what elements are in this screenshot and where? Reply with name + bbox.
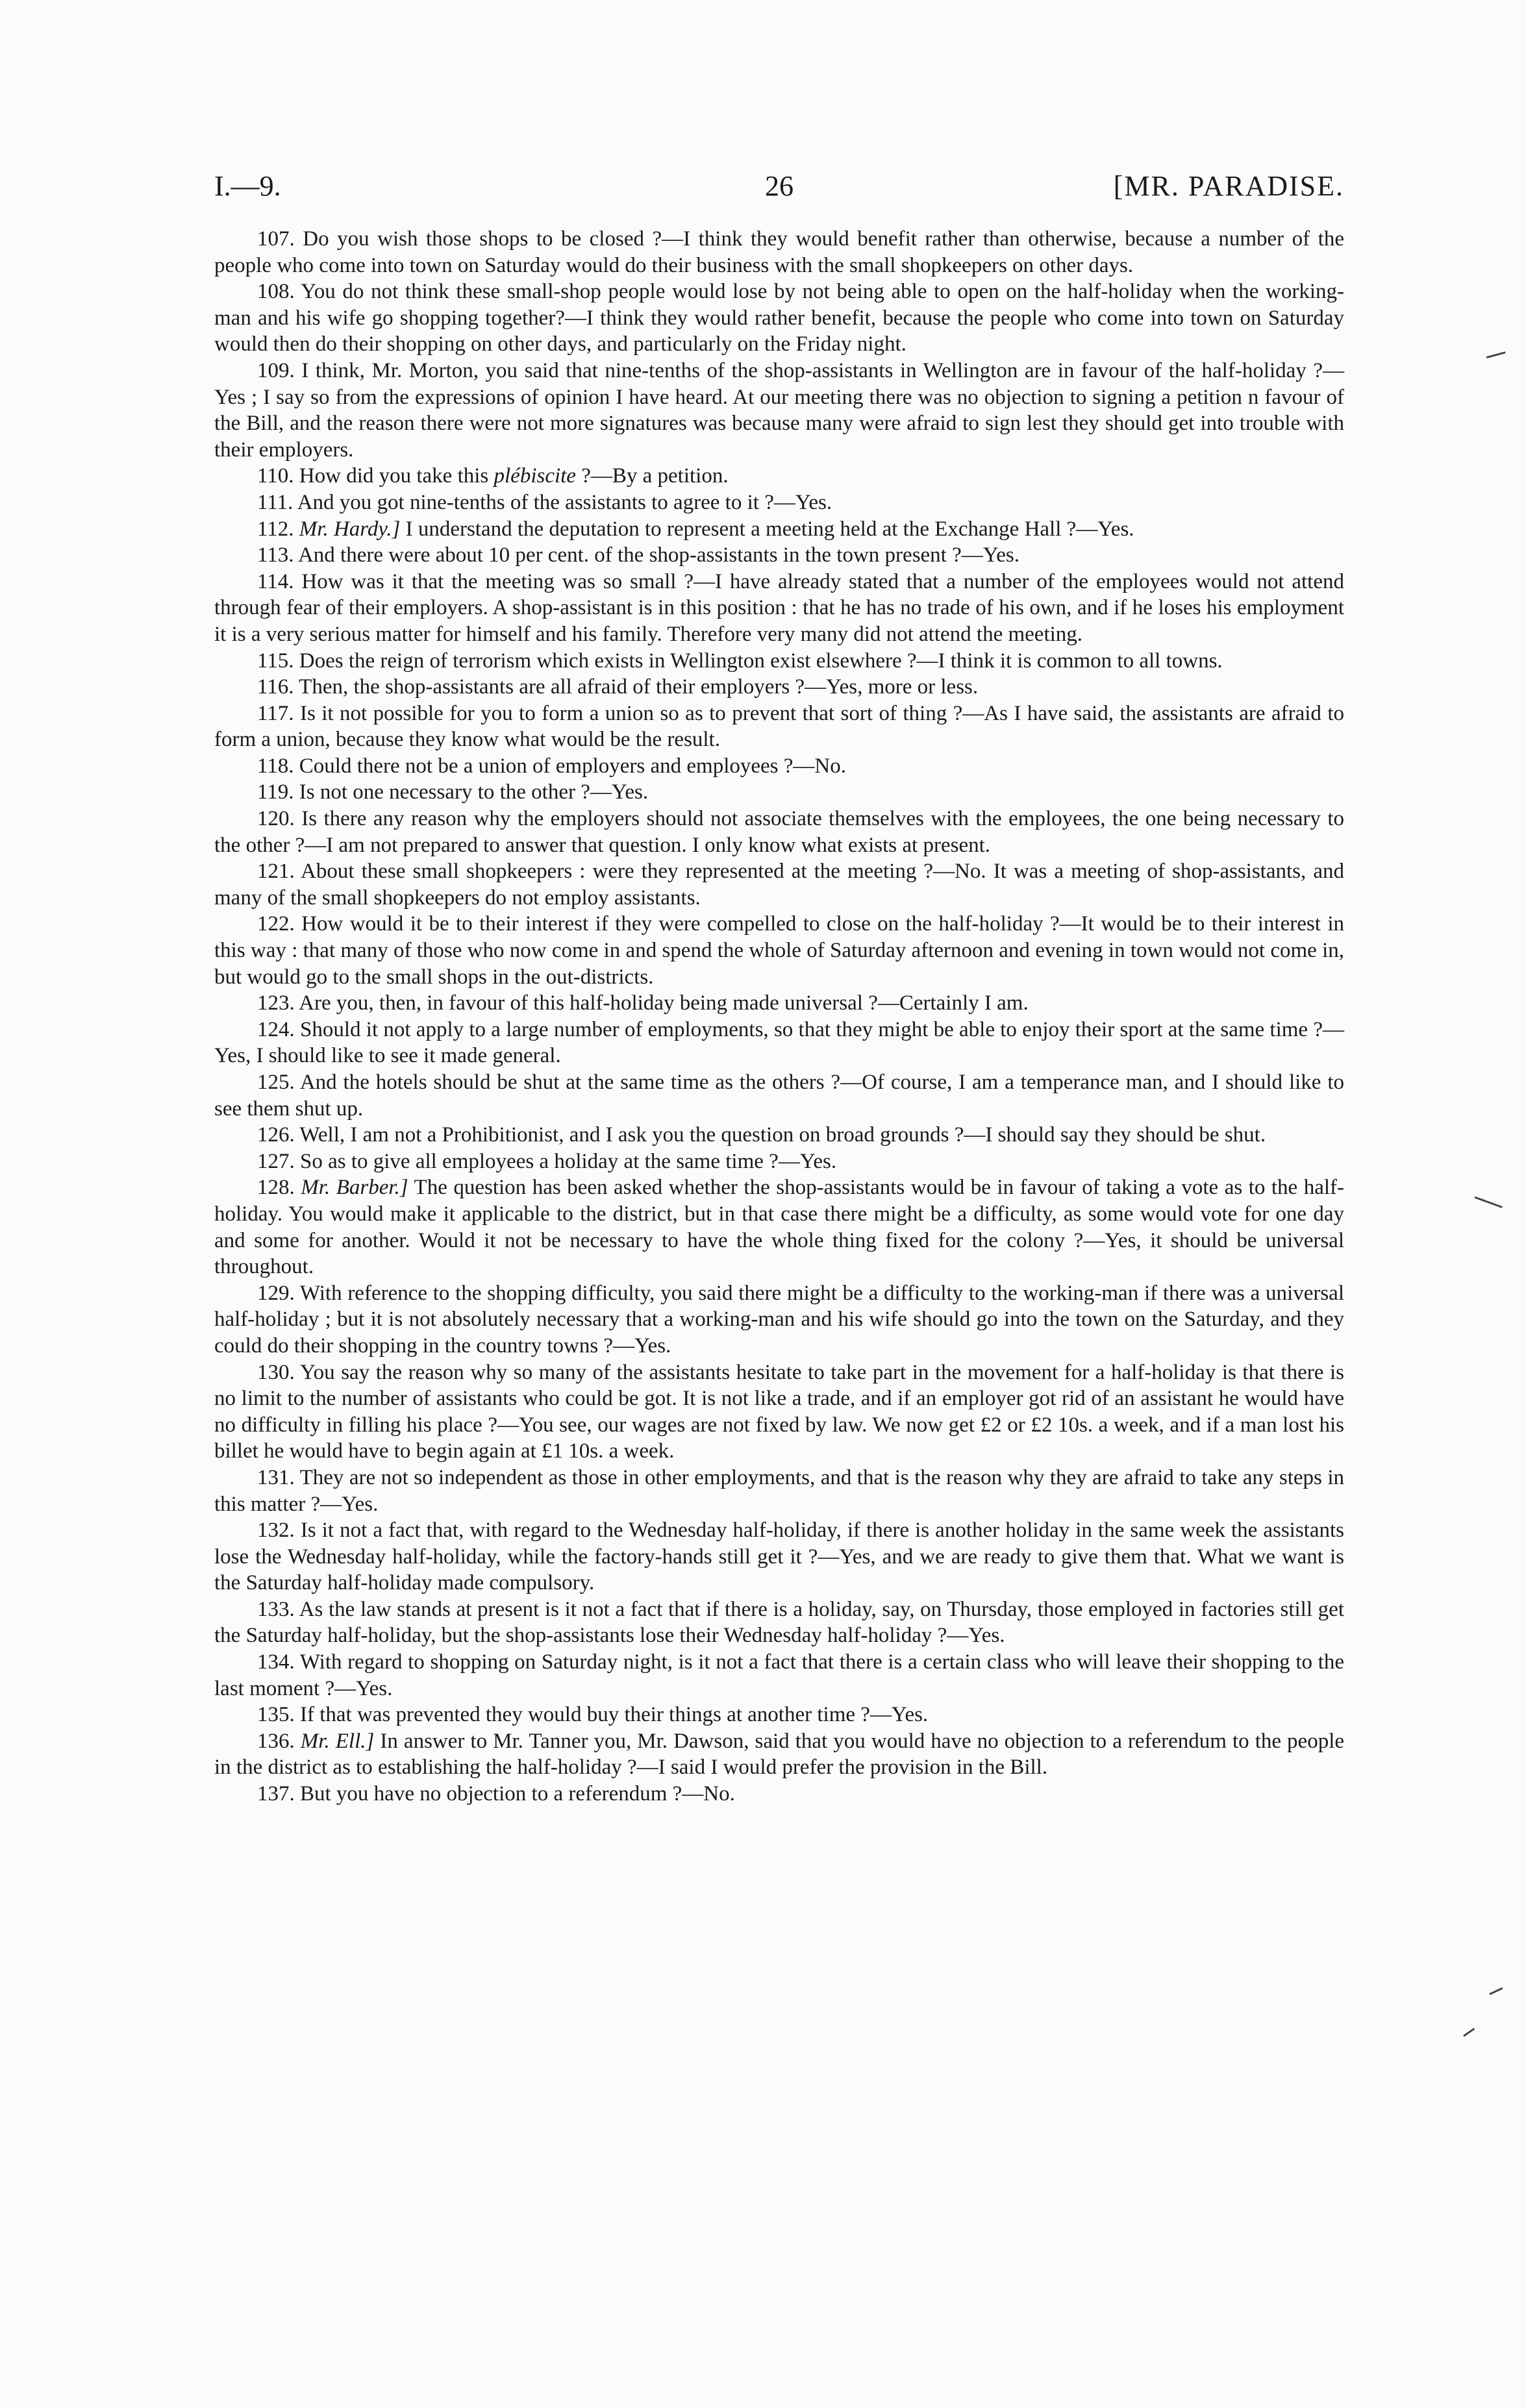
margin-mark [1486, 351, 1507, 364]
witness-name: [MR. PARADISE. [1113, 170, 1344, 202]
qa-paragraph: 113. And there were about 10 per cent. of the shop-assistants in the town present ?—Yes. [257, 543, 1020, 567]
qa-paragraph: 132. Is it not a fact that, with regard to the Wednesday half-holiday, if there is another holiday in the same week the assistants lose the Wednesday half-holiday, while the factory-hands still get it ?—Yes, and we are ready to give them that. What we want is the Saturday half-holiday made compulsory. [214, 1519, 1344, 1595]
qa-paragraph [214, 1174, 1344, 1280]
question-number: 128. [257, 1176, 295, 1200]
qa-paragraph [214, 516, 1344, 543]
document-reference: I.—9. [214, 170, 281, 202]
question-number: 136. [257, 1729, 295, 1753]
margin-mark [1463, 2028, 1479, 2042]
paragraph-text: I understand the deputation to represent a meeting held at the Exchange Hall ?—Yes. [405, 517, 1134, 541]
paragraph-text: In answer to Mr. Tanner you, Mr. Dawson, said that you would have no objection to a referendum to the people in the district as to establishing the half-holiday ?—I said I would prefer the provision in the Bill. [214, 1729, 1345, 1780]
margin-mark [1472, 1197, 1503, 1215]
qa-paragraph: 126. Well, I am not a Prohibitionist, and I ask you the question on broad grounds ?—I should say they should be shut. [257, 1123, 1266, 1147]
qa-paragraph: 134. With regard to shopping on Saturday night, is it not a fact that there is a certain class who will leave their shopping to the last moment ?—Yes. [214, 1650, 1344, 1700]
qa-paragraph: 107. Do you wish those shops to be closed ?—I think they would benefit rather than otherwise, because a number of the people who come into town on Saturday would do their business with the small shopkeepers on other days. [214, 227, 1344, 277]
margin-mark [1489, 1987, 1505, 2001]
qa-paragraph [214, 1728, 1344, 1781]
qa-paragraph: 108. You do not think these small-shop people would lose by not being able to open on the half-holiday when the working-man and his wife go shopping together?—I think they would rather benefit, because the people who come into town on Saturday would then do their shopping on other days, and particularly on the Friday night. [214, 280, 1344, 356]
speaker-name: Mr. Ell.] [300, 1729, 375, 1753]
qa-paragraph: 123. Are you, then, in favour of this half-holiday being made universal ?—Certainly I am. [257, 991, 1029, 1015]
body-text [214, 226, 1344, 1807]
qa-paragraph: 124. Should it not apply to a large number of employments, so that they might be able to enjoy their sport at the same time ?—Yes, I should like to see it made general. [214, 1017, 1344, 1068]
qa-paragraph: 118. Could there not be a union of employers and employees ?—No. [257, 754, 846, 778]
qa-paragraph: 129. With reference to the shopping difficulty, you said there might be a difficulty to the working-man if there was a universal half-holiday ; but it is not absolutely necessary that a working-man and his wife should go into the town on the Saturday, and they could do their shopping in the country towns ?—Yes. [214, 1281, 1344, 1358]
qa-paragraph: 114. How was it that the meeting was so small ?—I have already stated that a number of the employees would not attend through fear of their employers. A shop-assistant is in this position : that he has no trade of his own, and if he loses his employment it is a very serious matter for himself and his family. Therefore very many did not attend the meeting. [214, 569, 1344, 646]
qa-paragraph: 133. As the law stands at present is it not a fact that if there is a holiday, say, on Thursday, those employed in factories still get the Saturday half-holiday, but the shop-assistants lose their Wednesday half-holiday ?—Yes. [214, 1597, 1344, 1648]
page-number: 26 [765, 170, 794, 202]
question-number: 112. [257, 517, 294, 541]
speaker-name: Mr. Hardy.] [299, 517, 401, 541]
qa-paragraph: 121. About these small shopkeepers : were they represented at the meeting ?—No. It was a meeting of shop-assistants, and many of the small shopkeepers do not employ assistants. [214, 860, 1344, 910]
qa-paragraph: 125. And the hotels should be shut at the same time as the others ?—Of course, I am a temperance man, and I should like to see them shut up. [214, 1071, 1344, 1121]
qa-paragraph: 115. Does the reign of terrorism which exists in Wellington exist elsewhere ?—I think it is common to all towns. [257, 649, 1223, 673]
paragraph-text: The question has been asked whether the shop-assistants would be in favour of taking a vote as to the half-holiday. You would make it applicable to the district, but in that case there might be a difficulty, as some would vote for one day and some for another. Would it not be necessary to have the whole thing fixed for the colony ?—Yes, it should be universal throughout. [214, 1176, 1345, 1279]
qa-paragraph: 109. I think, Mr. Morton, you said that nine-tenths of the shop-assistants in Wellington are in favour of the half-holiday ?—Yes ; I say so from the expressions of opinion I have heard. At our meeting there was no objection to signing a petition n favour of the Bill, and the reason there were not more signatures was because many were afraid to sign lest they should get into trouble with their employers. [214, 358, 1344, 462]
qa-paragraph: 116. Then, the shop-assistants are all afraid of their employers ?—Yes, more or less. [257, 675, 979, 699]
qa-paragraph: 119. Is not one necessary to the other ?—Yes. [257, 780, 649, 804]
qa-paragraph: 130. You say the reason why so many of the assistants hesitate to take part in the movement for a half-holiday is that there is no limit to the number of assistants who could be got. It is not like a trade, and if an employer got rid of an assistant he would have no difficulty in filling his place ?—You see, our wages are not fixed by law. We now get £2 or £2 10s. a week, and if a man lost his billet he would have to begin again at £1 10s. a week. [214, 1360, 1344, 1463]
qa-paragraph: 111. And you got nine-tenths of the assistants to agree to it ?—Yes. [257, 490, 832, 514]
qa-paragraph: 120. Is there any reason why the employers should not associate themselves with the employees, the one being necessary to the other ?—I am not prepared to answer that question. I only know what exists at present. [214, 807, 1344, 857]
qa-paragraph: 131. They are not so independent as those in other employments, and that is the reason why they are afraid to take any steps in this matter ?—Yes. [214, 1465, 1344, 1516]
qa-paragraph: 135. If that was prevented they would buy their things at another time ?—Yes. [257, 1703, 929, 1727]
qa-paragraph: 122. How would it be to their interest if they were compelled to close on the half-holiday ?—It would be to their interest in this way : that many of those who now come in and spend the whole of Saturday afternoon and evening in town would not come in, but would go to the small shops in the out-districts. [214, 912, 1344, 989]
speaker-name: Mr. Barber.] [301, 1176, 408, 1200]
qa-paragraph: 137. But you have no objection to a referendum ?—No. [257, 1782, 735, 1806]
qa-paragraph: 110. How did you take this plébiscite ?—By a petition. [257, 464, 729, 488]
qa-paragraph: 117. Is it not possible for you to form a union so as to prevent that sort of thing ?—As I have said, the assistants are afraid to form a union, because they know what would be the result. [214, 701, 1344, 752]
qa-paragraph: 127. So as to give all employees a holiday at the same time ?—Yes. [257, 1149, 837, 1173]
page-header [214, 164, 1344, 209]
